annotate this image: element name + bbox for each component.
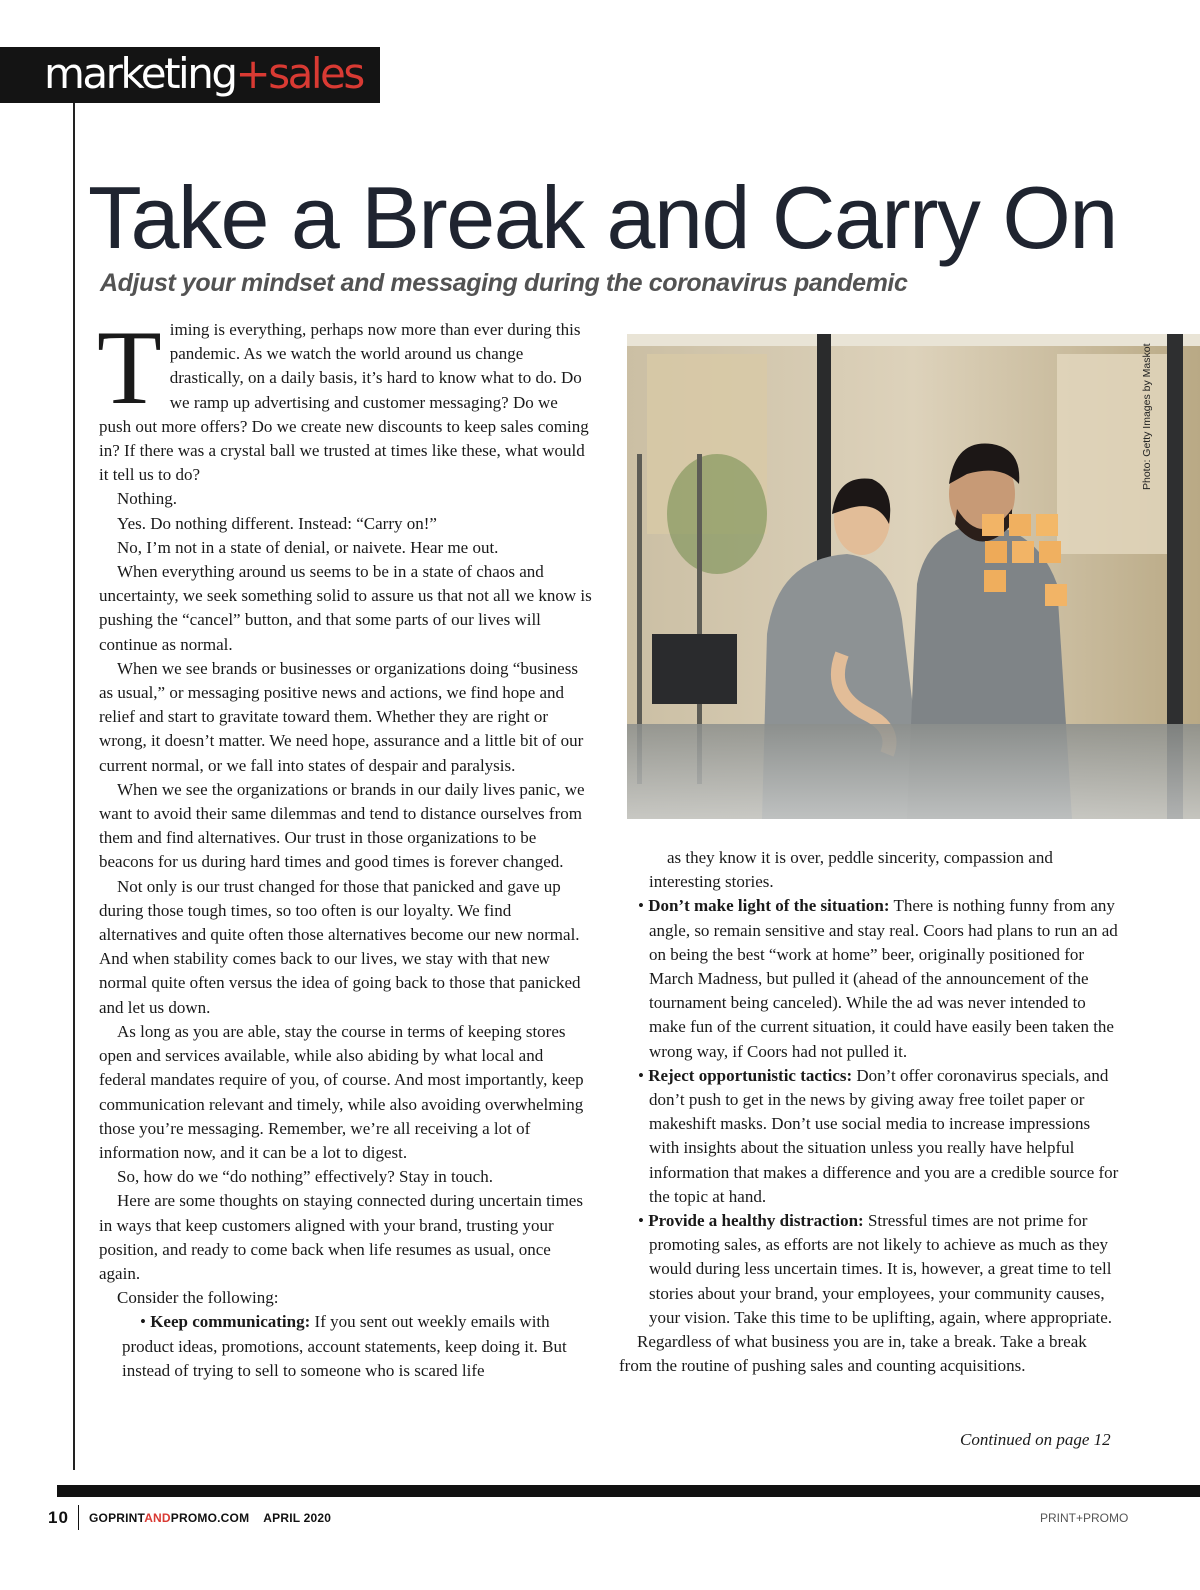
bullet-text: Stressful times are not prime for promoting sales, as efforts are not likely to achieve as much as they would during less uncertain times. It is, however, a great time to tell stories about your brand, your employees, your community causes, your vision. Take this time to be uplifting, again, where appropriate.	[649, 1211, 1113, 1327]
paragraph: When we see brands or businesses or organizations doing “business as usual,” or messaging positive news and actions, we find hope and relief and start to gravitate toward them. Whether they are right or wrong, it doesn’t matter. We need hope, assurance and a little bit of our current normal, or we fall into states of despair and paralysis.	[99, 658, 584, 775]
footer-publication	[89, 1511, 331, 1525]
drop-cap: T	[97, 309, 162, 426]
paragraph-intro-text: iming is everything, perhaps now more than ever during this pandemic. As we watch the world around us change drastically, on a daily basis, it’s hard to know what to do. Do we ramp up advertising and customer messaging? Do we push out more offers? Do we create new discounts to keep sales coming in? If there was a crystal ball we trusted at times like these, what would it tell us to do?	[99, 320, 589, 485]
section-label-plus: +	[235, 49, 269, 98]
page-number: 10	[48, 1508, 69, 1527]
bullet-item: • Keep communicating: If you sent out weekly emails with product ideas, promotions, account statements, keep doing it. But instead of trying to sell to someone who is scared life	[122, 1312, 567, 1380]
paragraph: No, I’m not in a state of denial, or naivete. Hear me out.	[117, 537, 499, 557]
body-column-right	[619, 846, 1119, 1378]
vertical-rule	[73, 103, 75, 1470]
bullet-text: Don’t offer coronavirus specials, and don’t push to get in the news by giving away free toilet paper or makeshift masks. Don’t use social media to increase impressions with insights about the situation unless you really have helpful information that makes a difference and you are a credible source for the topic at hand.	[649, 1065, 1119, 1206]
paragraph: Consider the following:	[117, 1288, 279, 1308]
bullet-item: • Reject opportunistic tactics: Don’t offer coronavirus specials, and don’t push to get in the news by giving away free toilet paper or makeshift masks. Don’t use social media to increase impressions with insights about the situation unless you really have helpful information that makes a difference and you are a credible source for the topic at hand.	[638, 1065, 1119, 1206]
footer-site-part-1: GOPRINT	[89, 1511, 145, 1525]
bullet-continuation: as they know it is over, peddle sincerity, compassion and interesting stories.	[649, 848, 1053, 892]
paragraph: So, how do we “do nothing” effectively? Stay in touch.	[117, 1167, 493, 1187]
section-label-sales: sales	[268, 49, 363, 98]
footer-site-part-2: AND	[144, 1511, 171, 1525]
photo-credit-text: Photo: Getty Images by Maskot	[1141, 343, 1153, 490]
article-photo	[627, 334, 1200, 819]
section-label-marketing: marketing	[44, 49, 236, 98]
footer-bar	[57, 1485, 1200, 1497]
bullet-label: Reject opportunistic tactics:	[648, 1065, 853, 1085]
bullet-label: Don’t make light of the situation:	[648, 896, 890, 916]
paragraph-closing: Regardless of what business you are in, take a break. Take a break from the routine of pushing sales and counting acquisitions.	[619, 1332, 1087, 1376]
continued-note: Continued on page 12	[960, 1430, 1111, 1449]
paragraph: When everything around us seems to be in a state of chaos and uncertainty, we seek something solid to assure us that not all we know is pushing the “cancel” button, and that some parts of our lives will continue as normal.	[99, 562, 592, 654]
paragraph: Yes. Do nothing different. Instead: “Carry on!”	[117, 513, 437, 533]
paragraph: Nothing.	[117, 489, 177, 509]
footer-divider	[78, 1505, 79, 1530]
paragraph-intro	[97, 309, 593, 487]
article-title: Take a Break and Carry On	[88, 168, 1117, 267]
footer-site-part-3: PROMO.COM	[170, 1511, 250, 1525]
photo-credit	[1125, 343, 1153, 490]
bullet-label: Provide a healthy distraction:	[648, 1211, 864, 1231]
footer-date: APRIL 2020	[263, 1511, 332, 1525]
paragraph: When we see the organizations or brands in our daily lives panic, we want to avoid their same dilemmas and tend to distance ourselves from them and find alternatives. Our trust in those organizations to be beacons for us during hard times and good times is forever changed.	[99, 779, 585, 872]
footer-magazine-name: PRINT+PROMO	[1040, 1511, 1129, 1525]
bullet-item: • Provide a healthy distraction: Stressful times are not prime for promoting sales, as efforts are not likely to achieve as much as they would during less uncertain times. It is, however, a great time to tell stories about your brand, your employees, your community causes, your vision. Take this time to be uplifting, again, where appropriate.	[638, 1211, 1113, 1327]
body-column-left	[97, 309, 593, 1383]
paragraph: As long as you are able, stay the course in terms of keeping stores open and services available, while also abiding by what local and federal mandates require of you, of course. And most importantly, keep communication relevant and timely, while also avoiding overwhelming those you’re messaging. Remember, we’re all receiving a lot of information now, and it can be a lot to digest.	[99, 1021, 584, 1162]
photo-people-sticky-notes	[627, 334, 1200, 819]
bullet-item: • Don’t make light of the situation: There is nothing funny from any angle, so remain sensitive and stay real. Coors had plans to run an ad on being the best “work at home” beer, originally positioned for March Madness, but pulled it (ahead of the announcement of the tournament being canceled). While the ad was never intended to make fun of the current situation, it could have easily been taken the wrong way, if Coors had not pulled it.	[638, 896, 1118, 1061]
section-banner	[0, 47, 380, 103]
section-label	[44, 49, 363, 99]
paragraph: Here are some thoughts on staying connected during uncertain times in ways that keep customers aligned with your brand, trusting your position, and ready to come back when life resumes as usual, once again.	[99, 1191, 583, 1283]
bullet-text: If you sent out weekly emails with product ideas, promotions, account statements, keep doing it. But instead of trying to sell to someone who is scared life	[122, 1312, 567, 1380]
bullet-label: Keep communicating:	[150, 1312, 311, 1332]
article-subtitle: Adjust your mindset and messaging during the coronavirus pandemic	[100, 269, 908, 297]
bullet-text: There is nothing funny from any angle, so remain sensitive and stay real. Coors had plans to run an ad on being the best “work at home” beer, originally positioned for March Madness, but pulled it (ahead of the announcement of the tournament being canceled). While the ad was never intended to make fun of the current situation, it could have easily been taken the wrong way, if Coors had not pulled it.	[649, 896, 1118, 1061]
paragraph: Not only is our trust changed for those that panicked and gave up during those tough times, so too often is our loyalty. We find alternatives and quite often those alternatives become our new normal. And when stability comes back to our lives, we stay with that new normal quite often versus the idea of going back to those that panicked and let us down.	[99, 876, 581, 1017]
